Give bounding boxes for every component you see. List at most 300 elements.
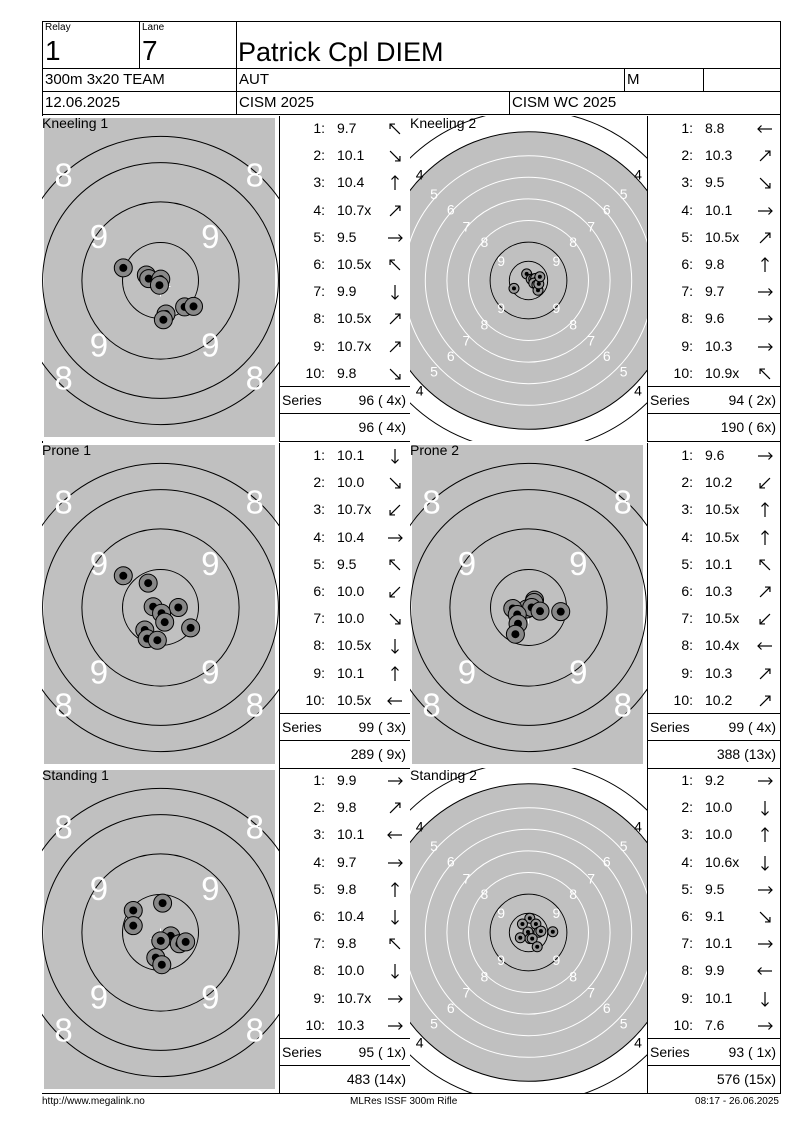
shot-row [279,854,410,872]
direction-arrow-icon [756,881,774,899]
direction-arrow-icon [756,310,774,328]
svg-text:9: 9 [497,905,506,922]
gender: M [627,71,640,88]
shot-score: 10.7x [337,501,372,518]
shot-score: 9.5 [337,555,357,572]
svg-text:5: 5 [430,837,438,854]
series-total: 96 ( 4x) [358,392,406,408]
svg-text:5: 5 [619,837,628,854]
series-total: 93 ( 1x) [728,1044,776,1060]
svg-text:8: 8 [245,359,265,397]
series-title: Prone 1 [42,442,92,458]
shot-number: 1: [681,772,693,788]
svg-text:6: 6 [446,347,455,364]
direction-arrow-icon [386,338,404,356]
target-face [42,768,279,1093]
shot-hole [114,567,132,585]
shot-number: 1: [313,772,325,788]
direction-arrow-icon [756,556,774,574]
direction-arrow-icon [756,854,774,872]
shot-number: 7: [313,935,325,952]
competition-date: 12.06.2025 [45,94,121,111]
svg-text:9: 9 [552,299,561,316]
shot-score: 8.8 [705,120,725,136]
shot-number: 2: [313,474,325,491]
direction-arrow-icon [386,692,404,710]
shot-score: 10.5x [705,501,740,518]
shot-score: 10.9x [705,364,740,381]
svg-text:5: 5 [430,185,438,202]
direction-arrow-icon [756,962,774,980]
shot-row [279,826,410,844]
shot-score: 10.1 [705,935,733,952]
shot-score: 9.7 [337,853,357,870]
shot-row [647,556,780,574]
shot-hole [177,933,195,951]
shot-row [647,529,780,547]
svg-text:9: 9 [89,653,109,691]
shot-number: 10: [305,691,325,708]
shot-row [279,120,410,138]
shot-score: 10.3 [337,1016,365,1033]
shot-score: 10.2 [705,474,733,491]
shot-row [647,256,780,274]
shot-row [279,501,410,519]
svg-text:7: 7 [462,332,471,349]
shot-row [279,881,410,899]
shot-hole [185,297,203,315]
shot-number: 2: [681,474,693,491]
shot-row [279,338,410,356]
shot-score: 10.4x [705,637,740,654]
shot-row [647,854,780,872]
svg-text:8: 8 [54,156,73,194]
shot-row [647,447,780,465]
shot-number: 8: [681,962,693,979]
shot-hole [182,619,200,637]
shot-score: 10.1 [705,555,733,572]
shot-score: 7.6 [705,1016,725,1033]
direction-arrow-icon [386,826,404,844]
shot-score: 10.3 [705,583,733,599]
shot-score: 10.1 [337,664,365,681]
shot-score: 9.2 [705,772,725,788]
shot-number: 5: [313,228,325,245]
shot-hole [506,625,524,643]
shot-number: 1: [681,120,693,136]
shot-row [647,583,780,601]
shot-number: 10: [673,364,693,381]
svg-text:8: 8 [245,808,265,846]
shot-number: 9: [313,337,325,354]
shot-number: 10: [673,691,693,708]
direction-arrow-icon [756,365,774,383]
shot-list [279,768,410,1093]
shot-score: 10.0 [705,826,733,843]
shot-score: 10.3 [705,147,733,164]
svg-text:9: 9 [201,326,220,364]
direction-arrow-icon [386,665,404,683]
shot-row [279,556,410,574]
svg-text:5: 5 [619,1015,628,1032]
shot-score: 10.5x [705,228,740,245]
svg-text:7: 7 [587,870,596,887]
direction-arrow-icon [386,962,404,980]
direction-arrow-icon [756,772,774,790]
svg-text:9: 9 [497,299,506,316]
svg-text:7: 7 [462,870,471,887]
shot-score: 10.3 [705,664,733,681]
shot-row [647,908,780,926]
shot-row [647,826,780,844]
direction-arrow-icon [386,147,404,165]
direction-arrow-icon [386,854,404,872]
shot-number: 2: [313,147,325,164]
shot-list [279,443,410,768]
svg-text:6: 6 [446,201,455,218]
direction-arrow-icon [756,637,774,655]
direction-arrow-icon [756,174,774,192]
target-standing-1 [42,768,279,1093]
svg-text:6: 6 [602,347,611,364]
shot-score: 10.6x [705,853,740,870]
shot-number: 2: [681,147,693,164]
direction-arrow-icon [756,665,774,683]
svg-text:8: 8 [422,686,441,724]
shot-row [279,365,410,383]
direction-arrow-icon [386,637,404,655]
shot-number: 4: [313,201,325,218]
shot-number: 3: [681,501,693,518]
shot-number: 10: [305,364,325,381]
shot-number: 4: [313,853,325,870]
direction-arrow-icon [756,501,774,519]
shot-row [647,990,780,1008]
target-kneeling-2 [410,116,647,441]
svg-text:9: 9 [569,544,588,582]
shot-number: 4: [681,201,693,218]
shot-hole [150,276,168,294]
shot-score: 10.7x [337,201,372,218]
svg-text:8: 8 [613,686,633,724]
shot-row [647,365,780,383]
svg-text:9: 9 [201,653,220,691]
shot-number: 6: [313,908,325,924]
svg-text:9: 9 [89,326,109,364]
direction-arrow-icon [756,610,774,628]
shot-list [647,443,780,768]
shot-number: 4: [681,528,693,545]
relay-number: 1 [45,35,61,66]
series-total: 95 ( 1x) [358,1044,406,1060]
svg-text:8: 8 [569,885,578,902]
shot-number: 6: [313,583,325,599]
svg-text:8: 8 [245,686,265,724]
shot-number: 5: [313,555,325,572]
shot-number: 7: [681,283,693,300]
svg-text:5: 5 [430,363,438,380]
shot-hole [139,574,157,592]
direction-arrow-icon [756,1017,774,1035]
shot-score: 9.5 [705,880,725,897]
direction-arrow-icon [386,799,404,817]
direction-arrow-icon [756,147,774,165]
shot-score: 10.0 [337,610,365,627]
svg-text:9: 9 [457,653,477,691]
event-name: 300m 3x20 TEAM [45,71,165,88]
footer-url: http://www.megalink.no [42,1096,145,1107]
direction-arrow-icon [386,365,404,383]
svg-text:4: 4 [415,1034,424,1051]
svg-text:9: 9 [457,544,477,582]
shot-row [279,908,410,926]
shot-number: 10: [305,1016,325,1033]
shot-score: 10.1 [705,989,733,1006]
svg-text:8: 8 [54,808,73,846]
cumulative-total: 289 ( 9x) [350,746,406,762]
svg-text:6: 6 [446,853,455,870]
shot-row [279,202,410,220]
shot-number: 5: [313,880,325,897]
shot-score: 9.8 [337,880,357,897]
series-title: Standing 2 [410,767,477,783]
svg-text:4: 4 [634,166,642,183]
shot-number: 7: [313,610,325,627]
direction-arrow-icon [386,908,404,926]
shot-number: 7: [681,610,693,627]
shooter-name: Patrick Cpl DIEM [238,37,444,67]
shot-number: 3: [681,174,693,191]
svg-text:9: 9 [552,905,561,922]
shot-hole [169,598,187,616]
direction-arrow-icon [756,202,774,220]
direction-arrow-icon [756,447,774,465]
shot-list [647,768,780,1093]
footer-timestamp: 08:17 - 26.06.2025 [695,1096,779,1107]
shot-row [279,147,410,165]
target-kneeling-1 [42,116,279,441]
shot-row [279,256,410,274]
shot-hole [535,272,545,282]
svg-text:4: 4 [634,382,642,399]
direction-arrow-icon [756,120,774,138]
shot-row [647,338,780,356]
direction-arrow-icon [386,583,404,601]
shot-score: 9.9 [705,962,725,979]
shot-list [279,116,410,441]
shot-number: 8: [681,637,693,654]
shot-hole [156,613,174,631]
lane-number: 7 [142,35,158,66]
svg-text:5: 5 [430,1015,438,1032]
shot-row [279,692,410,710]
shot-row [279,174,410,192]
svg-text:8: 8 [245,156,265,194]
shot-row [647,1017,780,1035]
shot-score: 10.4 [337,174,365,191]
direction-arrow-icon [756,908,774,926]
svg-text:7: 7 [587,332,596,349]
direction-arrow-icon [386,474,404,492]
series-title: Kneeling 1 [42,115,109,131]
shot-score: 9.6 [705,310,725,327]
shot-row [279,447,410,465]
cumulative-total: 576 (15x) [716,1071,776,1087]
series-label: Series [282,1044,322,1060]
shot-score: 10.3 [705,337,733,354]
shot-number: 9: [313,664,325,681]
shot-score: 10.5x [337,637,372,654]
shot-number: 1: [313,447,325,463]
svg-text:8: 8 [54,359,73,397]
series-title: Standing 1 [42,767,109,783]
shot-number: 10: [673,1016,693,1033]
shot-row [647,147,780,165]
shot-score: 9.9 [337,283,357,300]
shot-hole [114,259,132,277]
direction-arrow-icon [386,990,404,1008]
shot-row [647,174,780,192]
shot-score: 9.8 [337,935,357,952]
svg-text:7: 7 [587,218,596,235]
shot-score: 10.2 [705,691,733,708]
svg-text:8: 8 [480,233,489,250]
target-standing-2 [410,768,647,1093]
svg-text:9: 9 [201,869,220,907]
shot-score: 10.0 [705,799,733,816]
shot-score: 10.5x [337,691,372,708]
shot-hole [548,927,558,937]
svg-text:7: 7 [462,218,471,235]
shot-number: 9: [313,989,325,1006]
series-label: Series [282,392,322,408]
shot-row [279,310,410,328]
direction-arrow-icon [386,881,404,899]
svg-text:9: 9 [497,951,506,968]
competition-name: CISM 2025 [239,94,315,111]
svg-text:9: 9 [201,217,220,255]
shot-number: 6: [681,908,693,924]
shot-score: 10.7x [337,337,372,354]
direction-arrow-icon [756,529,774,547]
shot-row [279,990,410,1008]
shot-hole [531,602,549,620]
svg-text:8: 8 [245,1011,265,1049]
svg-text:5: 5 [619,185,628,202]
cumulative-total: 96 ( 4x) [358,419,406,435]
svg-text:7: 7 [462,984,471,1001]
shot-hole [154,894,172,912]
shot-row [279,610,410,628]
shot-row [647,120,780,138]
shot-number: 6: [313,256,325,272]
svg-text:4: 4 [415,382,424,399]
shot-hole [532,942,542,952]
series-title: Kneeling 2 [410,115,477,131]
footer-software: MLRes ISSF 300m Rifle [350,1096,458,1107]
svg-text:9: 9 [201,544,220,582]
direction-arrow-icon [386,935,404,953]
shot-score: 9.7 [705,283,725,300]
shot-number: 3: [313,826,325,843]
shot-score: 9.8 [337,364,357,381]
shot-hole [153,956,171,974]
series-total: 94 ( 2x) [728,392,776,408]
svg-text:8: 8 [569,233,578,250]
svg-text:4: 4 [634,1034,642,1051]
shot-row [647,881,780,899]
relay-label: Relay [45,22,71,33]
direction-arrow-icon [386,529,404,547]
shot-score: 10.0 [337,962,365,979]
shot-number: 8: [313,637,325,654]
svg-text:7: 7 [587,984,596,1001]
direction-arrow-icon [756,826,774,844]
shot-number: 5: [681,880,693,897]
shot-row [647,637,780,655]
shot-score: 10.0 [337,474,365,491]
shot-score: 9.8 [337,799,357,816]
shot-row [647,935,780,953]
shot-row [647,501,780,519]
svg-text:8: 8 [569,968,578,985]
shot-score: 9.5 [705,174,725,191]
cumulative-total: 388 (13x) [716,746,776,762]
shot-number: 9: [681,337,693,354]
shot-score: 9.9 [337,772,357,788]
shot-score: 10.1 [337,826,365,843]
direction-arrow-icon [756,692,774,710]
shot-row [279,283,410,301]
shot-number: 9: [681,664,693,681]
direction-arrow-icon [386,610,404,628]
direction-arrow-icon [386,120,404,138]
shot-number: 8: [313,310,325,327]
direction-arrow-icon [386,256,404,274]
target-face [42,443,279,768]
shot-row [647,772,780,790]
shot-number: 3: [313,174,325,191]
shot-row [279,474,410,492]
shot-score: 10.1 [337,147,365,164]
shot-hole [148,631,166,649]
shot-row [647,474,780,492]
direction-arrow-icon [386,1017,404,1035]
shot-hole [552,603,570,621]
svg-text:8: 8 [480,885,489,902]
svg-text:6: 6 [602,999,611,1016]
shot-score: 10.1 [337,447,365,463]
target-face [42,116,279,441]
series-title: Prone 2 [410,442,460,458]
shot-hole [124,917,142,935]
shot-score: 10.7x [337,989,372,1006]
direction-arrow-icon [756,474,774,492]
shot-row [279,1017,410,1035]
svg-text:9: 9 [497,253,506,270]
series-total: 99 ( 3x) [358,719,406,735]
svg-text:6: 6 [446,999,455,1016]
svg-text:9: 9 [552,253,561,270]
svg-text:8: 8 [569,316,578,333]
shot-number: 2: [313,799,325,816]
svg-text:9: 9 [89,217,109,255]
shot-score: 10.5x [705,610,740,627]
direction-arrow-icon [386,501,404,519]
aiming-black [42,767,275,1089]
shot-row [279,772,410,790]
shot-score: 9.6 [705,447,725,463]
